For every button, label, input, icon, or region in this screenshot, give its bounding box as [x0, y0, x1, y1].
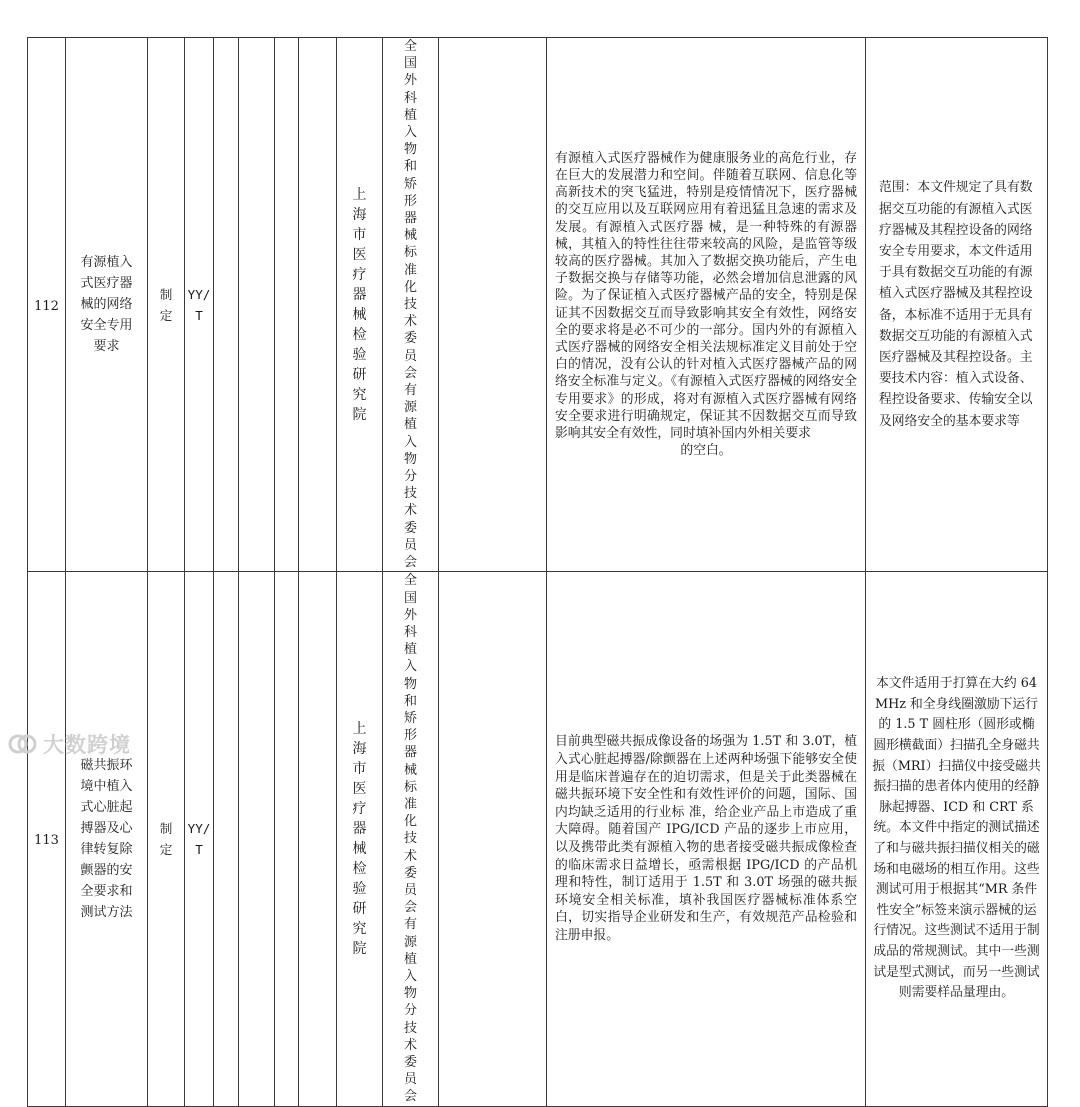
standards-table	[27, 37, 1048, 1107]
necessity-paragraph: 目前典型磁共振成像设备的场强为 1.5T 和 3.0T，植入式心脏起搏器/除颤器在上述两种场强下能够安全使用是临床普遍存在的迫切需求，但是关于此类器械在磁共振环境下安全性和有效性评价的问题，国际、国内均缺乏适用的行业标 准，给企业产品上市造成了重大障碍。随着国产 IPG/ICD 产品的逐步上市应用，以及携带此类有源植入物的患者接受磁共振成像检查的临床需求日益增长，亟需根据 IPG/ICD 的产品机理和特性，制订适用于 1.5T 和 3.0T 场强的磁共振环境安全相关标准，填补我国医疗器械标准体系空白，切实指导企业研发和生产，有效规范产品检验和注册申报。	[555, 734, 857, 943]
scope-cell: 本文件适用于打算在大约 64 MHz 和全身线圈激励下运行的 1.5 T 圆柱形（圆形或椭圆形横截面）扫描孔全身磁共振（MRI）扫描仪中接受磁共振扫描的患者体内使用的经静脉起搏器、ICD 和 CRT 系统。本文件中指定的测试描述了和与磁共振扫描仪相关的磁场和电磁场的相互作用。这些测试可用于根据其“MR 条件性安全”标签来演示器械的运行情况。这些测试不适用于制成品的常规测试。其中一些测试是型式测试，而另一些测试则需要样品量理由。	[866, 572, 1048, 1106]
scope-cell: 范围：本文件规定了具有数据交互功能的有源植入式医疗器械及其程控设备的网络安全专用要求，本文件适用于具有数据交互功能的有源植入式医疗器械及其程控设备，本标准不适用于无具有数据交互功能的有源植入式医疗器械及其程控设备。主要技术内容：植入式设备、程控设备要求、传输安全以及网络安全的基本要求等	[866, 38, 1048, 572]
technical-committee-cell: 全国外科植入物和矫形器械标准化技术委员会有源植入物分技术委员会	[383, 572, 439, 1106]
standard-category-cell: YY/T	[185, 38, 214, 572]
row-number-cell: 112	[28, 38, 66, 572]
empty-cell	[439, 38, 547, 572]
empty-cell	[239, 38, 275, 572]
necessity-paragraph: 有源植入式医疗器械作为健康服务业的高危行业，存在巨大的发展潜力和空间。伴随着互联网、信息化等高新技术的突飞猛进，特别是疫情情况下，医疗器械的交互应用以及互联网应用有着迅猛且急速的需求及发展。有源植入式医疗器 械，是一种特殊的有源器械，其植入的特性往往带来较高的风险，是监管等级较高的医疗器械。其加入了数据交换功能后，产生电子数据交换与存储等功能，必然会增加信息泄露的风险。为了保证植入式医疗器械产品的安全，特别是保证其不因数据交互而导致影响其安全有效性，网络安全的要求将是必不可少的一部分。国内外的有源植入式医疗器械的网络安全相关法规标准定义目前处于空白的情况，没有公认的针对植入式医疗器械产品的网络安全标准与定义。《有源植入式医疗器械的网络安全专用要求》的形成，将对有源植入式医疗器械有网络安全要求进行明确规定，保证其不因数据交互而导致影响其安全有效性，同时填补国内外相关要求	[555, 150, 857, 442]
empty-cell	[299, 38, 337, 572]
standard-category-cell: YY/T	[185, 572, 214, 1106]
empty-cell	[239, 572, 275, 1106]
empty-cell	[214, 38, 239, 572]
necessity-cell	[547, 572, 866, 1106]
double-ring-logo-icon	[7, 731, 37, 757]
project-type-cell: 制定	[148, 572, 185, 1106]
row-number-cell: 113	[28, 572, 66, 1106]
watermark	[7, 729, 131, 759]
empty-cell	[439, 572, 547, 1106]
table-row	[28, 572, 1048, 1106]
necessity-cell	[547, 38, 866, 572]
empty-cell	[275, 572, 299, 1106]
technical-committee-cell: 全国外科植入物和矫形器械标准化技术委员会有源植入物分技术委员会	[383, 38, 439, 572]
standard-name-cell: 有源植入式医疗器械的网络安全专用要求	[66, 38, 148, 572]
standard-name-cell: 磁共振环境中植入式心脏起搏器及心律转复除颤器的安全要求和测试方法	[66, 572, 148, 1106]
empty-cell	[275, 38, 299, 572]
empty-cell	[299, 572, 337, 1106]
project-type-cell: 制定	[148, 38, 185, 572]
proposing-unit-cell: 上海市医疗器械检验研究院	[337, 38, 383, 572]
watermark-text: 大数跨境	[43, 733, 131, 757]
table-row	[28, 38, 1048, 572]
empty-cell	[214, 572, 239, 1106]
necessity-paragraph-end: 的空白。	[680, 443, 732, 459]
proposing-unit-cell: 上海市医疗器械检验研究院	[337, 572, 383, 1106]
